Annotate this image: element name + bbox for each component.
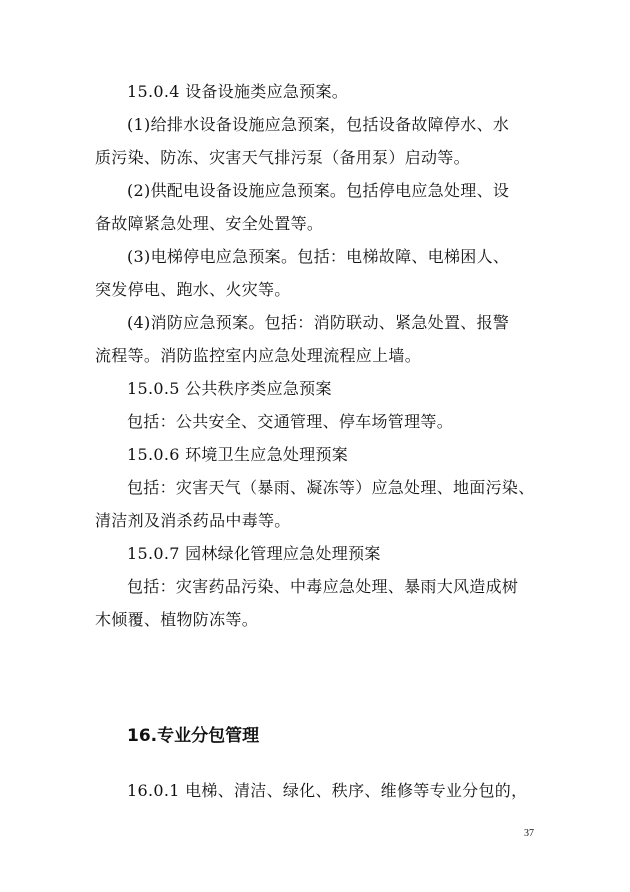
paragraph-line: (2)供配电设备设施应急预案。包括停电应急处理、设 <box>127 181 510 200</box>
section-15-0-5-title: 15.0.5 公共秩序类应急预案 <box>127 379 332 398</box>
section-16-heading: 16.专业分包管理 <box>127 726 260 746</box>
paragraph-line: 突发停电、跑水、火灾等。 <box>95 280 291 299</box>
paragraph-line: (3)电梯停电应急预案。包括：电梯故障、电梯困人、 <box>127 247 510 266</box>
paragraph-line: 木倾覆、植物防冻等。 <box>95 610 259 629</box>
page-number: 37 <box>524 828 534 839</box>
paragraph-line: 流程等。消防监控室内应急处理流程应上墙。 <box>95 346 422 365</box>
paragraph-line: 质污染、防冻、灾害天气排污泵（备用泵）启动等。 <box>95 148 470 167</box>
paragraph-line: (4)消防应急预案。包括：消防联动、紧急处置、报警 <box>127 313 510 332</box>
paragraph-line: 清洁剂及消杀药品中毒等。 <box>95 511 291 530</box>
paragraph-line: 备故障紧急处理、安全处置等。 <box>95 214 324 233</box>
section-16-0-1-line: 16.0.1 电梯、清洁、绿化、秩序、维修等专业分包的， <box>127 781 528 800</box>
paragraph-line: 包括：灾害药品污染、中毒应急处理、暴雨大风造成树 <box>127 577 519 596</box>
paragraph-line: 包括：公共安全、交通管理、停车场管理等。 <box>127 412 454 431</box>
section-15-0-7-title: 15.0.7 园林绿化管理应急处理预案 <box>127 544 381 563</box>
paragraph-line: 包括：灾害天气（暴雨、凝冻等）应急处理、地面污染、 <box>127 478 535 497</box>
paragraph-line: (1)给排水设备设施应急预案，包括设备故障停水、水 <box>127 115 510 134</box>
section-15-0-4-title: 15.0.4 设备设施类应急预案。 <box>127 82 349 101</box>
section-15-0-6-title: 15.0.6 环境卫生应急处理预案 <box>127 445 349 464</box>
